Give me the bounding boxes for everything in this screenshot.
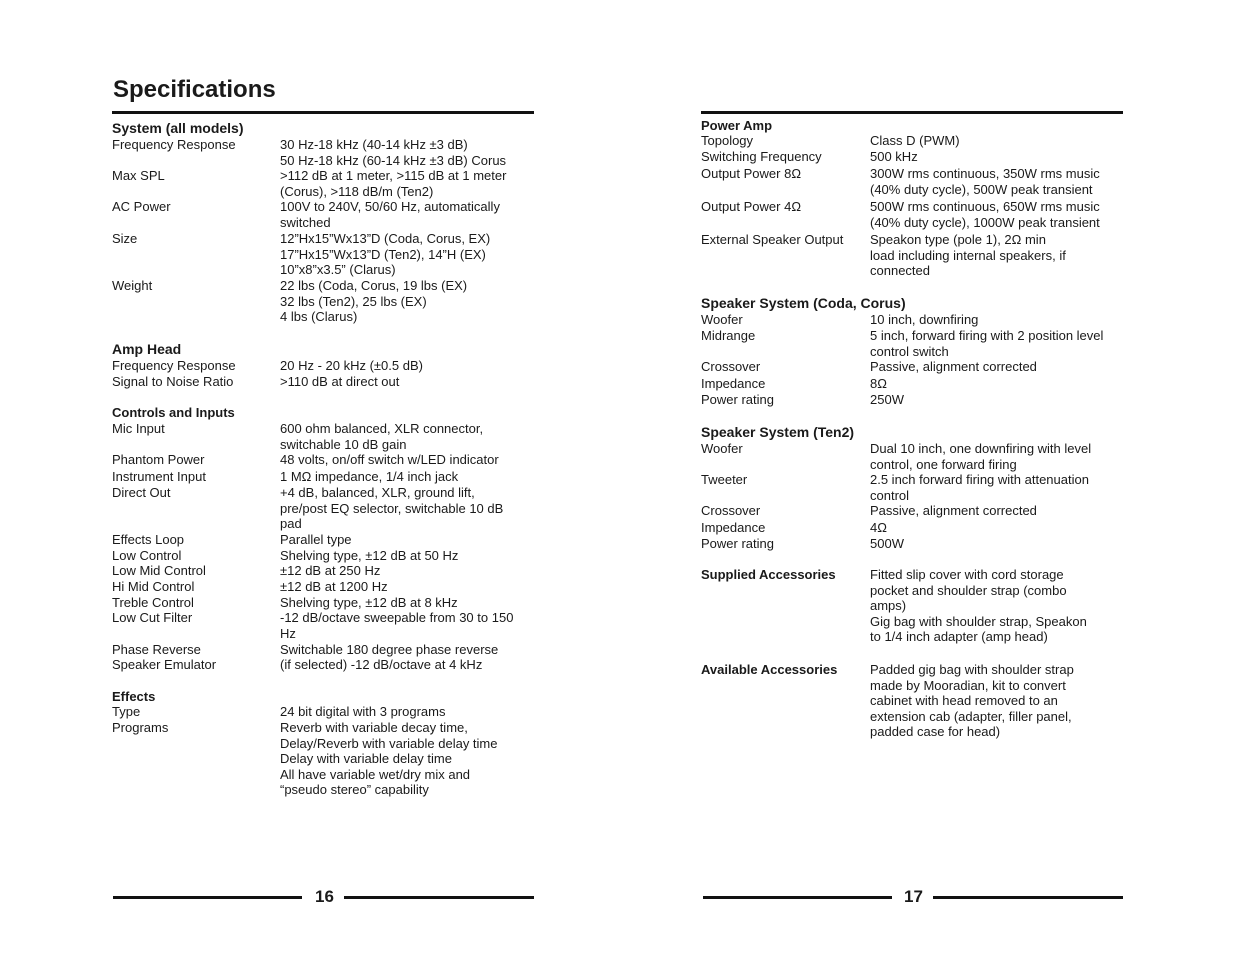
spec-value: Switchable 180 degree phase reverse bbox=[280, 642, 499, 657]
spec-label: Phantom Power bbox=[112, 452, 205, 467]
spec-label: External Speaker Output bbox=[701, 232, 844, 247]
spec-label: Low Cut Filter bbox=[112, 610, 193, 625]
spec-value: ±12 dB at 250 Hz bbox=[280, 563, 381, 578]
spec-value: 10 inch, downfiring bbox=[870, 312, 979, 327]
spec-label: Impedance bbox=[701, 376, 766, 391]
footer-rule bbox=[113, 896, 302, 899]
spec-value: 1 MΩ impedance, 1/4 inch jack bbox=[280, 469, 459, 484]
spec-value: 20 Hz - 20 kHz (±0.5 dB) bbox=[280, 358, 423, 373]
spec-label: Tweeter bbox=[701, 472, 748, 487]
spec-label: Weight bbox=[112, 278, 153, 293]
spec-label: Phase Reverse bbox=[112, 642, 201, 657]
supplied-accessories-label: Supplied Accessories bbox=[701, 567, 836, 582]
spec-label: Type bbox=[112, 704, 141, 719]
spec-value: 500W rms continuous, 650W rms music (40% duty cycle), 1000W peak transient bbox=[870, 199, 1100, 230]
section-heading-effects: Effects bbox=[112, 689, 156, 704]
spec-label: Midrange bbox=[701, 328, 756, 343]
spec-label: Frequency Response bbox=[112, 358, 236, 373]
spec-label: Direct Out bbox=[112, 485, 171, 500]
spec-label: Crossover bbox=[701, 503, 761, 518]
spec-label: Low Mid Control bbox=[112, 563, 206, 578]
spec-value: >112 dB at 1 meter, >115 dB at 1 meter (Corus), >118 dB/m (Ten2) bbox=[280, 168, 507, 199]
spec-label: Power rating bbox=[701, 392, 774, 407]
supplied-accessories-value: Fitted slip cover with cord storage pocket and shoulder strap (combo amps) Gig bag with shoulder strap, Speakon to 1/4 inch adapter (amp head) bbox=[870, 567, 1087, 645]
spec-value: Passive, alignment corrected bbox=[870, 503, 1037, 518]
spec-value: 500 kHz bbox=[870, 149, 918, 164]
page-title: Specifications bbox=[113, 76, 276, 103]
spec-value: 600 ohm balanced, XLR connector, switchable 10 dB gain bbox=[280, 421, 484, 452]
spec-value: Parallel type bbox=[280, 532, 352, 547]
spec-label: Switching Frequency bbox=[701, 149, 822, 164]
spec-label: Effects Loop bbox=[112, 532, 185, 547]
spec-label: Woofer bbox=[701, 312, 743, 327]
section-heading-system: System (all models) bbox=[112, 120, 244, 136]
available-accessories-label: Available Accessories bbox=[701, 662, 838, 677]
left-page bbox=[112, 0, 542, 954]
spec-value: 24 bit digital with 3 programs bbox=[280, 704, 446, 719]
spec-label: Crossover bbox=[701, 359, 761, 374]
spec-label: Instrument Input bbox=[112, 469, 206, 484]
section-heading-controls: Controls and Inputs bbox=[112, 405, 235, 420]
page-number-left: 16 bbox=[315, 887, 334, 906]
spec-value: +4 dB, balanced, XLR, ground lift, pre/post EQ selector, switchable 10 dB pad bbox=[280, 485, 504, 532]
spec-value: 30 Hz-18 kHz (40-14 kHz ±3 dB) 50 Hz-18 kHz (60-14 kHz ±3 dB) Corus bbox=[280, 137, 507, 168]
spec-value: 12”Hx15”Wx13”D (Coda, Corus, EX) 17”Hx15”Wx13”D (Ten2), 14”H (EX) 10”x8”x3.5” (Clarus) bbox=[280, 231, 491, 278]
spec-label: Woofer bbox=[701, 441, 743, 456]
spec-value: 250W bbox=[870, 392, 904, 407]
spec-value: (if selected) -12 dB/octave at 4 kHz bbox=[280, 657, 483, 672]
spec-value: -12 dB/octave sweepable from 30 to 150 Hz bbox=[280, 610, 514, 641]
spec-value: 22 lbs (Coda, Corus, 19 lbs (EX) 32 lbs (Ten2), 25 lbs (EX) 4 lbs (Clarus) bbox=[280, 278, 468, 325]
spec-value: ±12 dB at 1200 Hz bbox=[280, 579, 388, 594]
footer-rule bbox=[933, 896, 1123, 899]
spec-value: Reverb with variable decay time, Delay/Reverb with variable delay time Delay with variable delay time All have variable wet/dry mix and “pseudo stereo” capability bbox=[280, 720, 498, 798]
spec-label: Hi Mid Control bbox=[112, 579, 195, 594]
spec-label: Mic Input bbox=[112, 421, 165, 436]
spec-value: 8Ω bbox=[870, 376, 887, 391]
spec-value: 500W bbox=[870, 536, 904, 551]
spec-label: Topology bbox=[701, 133, 754, 148]
available-accessories-value: Padded gig bag with shoulder strap made by Mooradian, kit to convert cabinet with head removed to an extension cab (adapter, filler panel, padded case for head) bbox=[870, 662, 1074, 740]
section-heading-speaker-ten2: Speaker System (Ten2) bbox=[701, 424, 855, 440]
spec-label: Size bbox=[112, 231, 138, 246]
page-number-right: 17 bbox=[904, 887, 923, 906]
spec-label: Max SPL bbox=[112, 168, 165, 183]
spec-value: Speakon type (pole 1), 2Ω min load including internal speakers, if connected bbox=[870, 232, 1066, 279]
footer-rule bbox=[703, 896, 892, 899]
spec-label: Speaker Emulator bbox=[112, 657, 217, 672]
spec-value: 48 volts, on/off switch w/LED indicator bbox=[280, 452, 499, 467]
section-heading-amp-head: Amp Head bbox=[112, 341, 182, 357]
spec-value: Passive, alignment corrected bbox=[870, 359, 1037, 374]
spec-label: Output Power 4Ω bbox=[701, 199, 802, 214]
spec-value: 2.5 inch forward firing with attenuation control bbox=[870, 472, 1089, 503]
section-heading-speaker-coda: Speaker System (Coda, Corus) bbox=[701, 295, 906, 311]
spec-label: Impedance bbox=[701, 520, 766, 535]
spec-label: Output Power 8Ω bbox=[701, 166, 802, 181]
spec-label: AC Power bbox=[112, 199, 171, 214]
spec-value: 5 inch, forward firing with 2 position level control switch bbox=[870, 328, 1104, 359]
spec-label: Low Control bbox=[112, 548, 182, 563]
spec-value: 300W rms continuous, 350W rms music (40% duty cycle), 500W peak transient bbox=[870, 166, 1100, 197]
spec-label: Treble Control bbox=[112, 595, 194, 610]
spec-label: Frequency Response bbox=[112, 137, 236, 152]
spec-value: Class D (PWM) bbox=[870, 133, 960, 148]
spec-value: 4Ω bbox=[870, 520, 887, 535]
section-heading-power-amp: Power Amp bbox=[701, 118, 773, 133]
spec-value: 100V to 240V, 50/60 Hz, automatically switched bbox=[280, 199, 500, 230]
spec-value: Dual 10 inch, one downfiring with level control, one forward firing bbox=[870, 441, 1092, 472]
footer-rule bbox=[344, 896, 534, 899]
spec-label: Programs bbox=[112, 720, 169, 735]
spec-value: >110 dB at direct out bbox=[280, 374, 400, 389]
spec-label: Signal to Noise Ratio bbox=[112, 374, 234, 389]
spec-value: Shelving type, ±12 dB at 50 Hz bbox=[280, 548, 459, 563]
right-page bbox=[701, 0, 1131, 954]
spec-value: Shelving type, ±12 dB at 8 kHz bbox=[280, 595, 458, 610]
spec-label: Power rating bbox=[701, 536, 774, 551]
